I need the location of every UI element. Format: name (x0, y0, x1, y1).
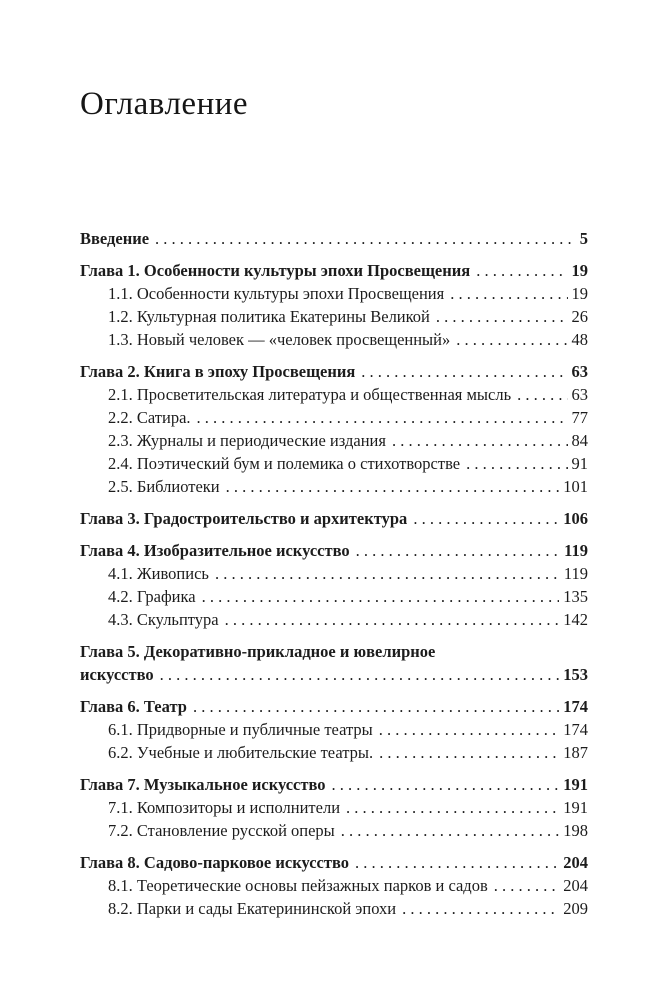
toc-entry (80, 695, 588, 718)
toc-entry (80, 874, 588, 897)
toc-entry-label: 1.3. Новый человек — «человек просвещенный» (108, 330, 451, 349)
toc-entry-page: 198 (563, 821, 588, 840)
toc-entry (80, 718, 588, 741)
toc-entry (80, 851, 588, 874)
toc-entry-label: 8.1. Теоретические основы пейзажных парков и садов (108, 876, 488, 895)
dot-leader (193, 695, 559, 718)
dot-leader (155, 227, 576, 250)
dot-leader (361, 360, 567, 383)
toc-entry-page: 19 (571, 284, 588, 303)
toc-entry (80, 663, 588, 686)
toc-entry-label: Глава 6. Театр (80, 697, 187, 716)
toc-entry-label: 4.3. Скульптура (108, 610, 219, 629)
toc-entry-label: Глава 8. Садово-парковое искусство (80, 853, 350, 872)
toc-entry-page: 77 (571, 408, 588, 427)
toc-entry (80, 796, 588, 819)
dot-leader (379, 718, 560, 741)
toc-entry (80, 305, 588, 328)
toc-entry-label: 8.2. Парки и сады Екатерининской эпохи (108, 899, 397, 918)
toc-entry-page: 48 (571, 330, 588, 349)
toc-entry (80, 773, 588, 796)
toc-entry-label: 6.1. Придворные и публичные театры (108, 720, 373, 739)
toc-entry-label: 4.2. Графика (108, 587, 196, 606)
dot-leader (226, 475, 560, 498)
toc-entry-label: 2.2. Сатира. (108, 408, 191, 427)
toc-entry-label: Глава 3. Градостроительство и архитектура (80, 509, 408, 528)
toc-entry (80, 539, 588, 562)
toc-entry-label: 2.4. Поэтический бум и полемика о стихотворстве (108, 454, 461, 473)
toc-entry-page: 191 (563, 798, 588, 817)
toc-entry-label: 4.1. Живопись (108, 564, 209, 583)
toc-entry-page: 174 (563, 697, 588, 716)
toc-entry-label: 2.5. Библиотеки (108, 477, 220, 496)
dot-leader (341, 819, 559, 842)
toc-entry-label: Введение (80, 229, 150, 248)
dot-leader (466, 452, 567, 475)
toc-entry-label: 1.2. Культурная политика Екатерины Великой (108, 307, 430, 326)
toc-entry-label: Глава 4. Изобразительное искусство (80, 541, 350, 560)
toc-entry (80, 475, 588, 498)
dot-leader (379, 741, 559, 764)
dot-leader (392, 429, 568, 452)
toc-entry (80, 608, 588, 631)
toc-entry (80, 227, 588, 250)
toc-entry (80, 452, 588, 475)
dot-leader (202, 585, 560, 608)
toc-entry-page: 101 (563, 477, 588, 496)
toc-entry (80, 429, 588, 452)
dot-leader (346, 796, 559, 819)
dot-leader (413, 507, 559, 530)
toc-entry-label: 7.2. Становление русской оперы (108, 821, 335, 840)
toc-entry-page: 26 (571, 307, 588, 326)
toc-entry-page: 191 (563, 775, 588, 794)
toc-entry (80, 383, 588, 406)
toc-entry-label: Глава 1. Особенности культуры эпохи Просвещения (80, 261, 471, 280)
toc-entry-label: Глава 7. Музыкальное искусство (80, 775, 326, 794)
toc-entry-label: Глава 2. Книга в эпоху Просвещения (80, 362, 356, 381)
toc-entry (80, 585, 588, 608)
toc-entry (80, 328, 588, 351)
toc-entry-page: 153 (563, 665, 588, 684)
dot-leader (402, 897, 559, 920)
toc-entry-page: 204 (563, 876, 588, 895)
toc-entry (80, 562, 588, 585)
toc-entry-label: искусство (80, 665, 154, 684)
dot-leader (456, 328, 567, 351)
toc-entry (80, 819, 588, 842)
toc-entry-page: 209 (563, 899, 588, 918)
toc-entry (80, 406, 588, 429)
toc-entry-page: 135 (563, 587, 588, 606)
dot-leader (355, 851, 559, 874)
toc-entry-page: 5 (579, 229, 588, 248)
toc-entry (80, 741, 588, 764)
toc-entry-page: 91 (571, 454, 588, 473)
toc-entry-label: 6.2. Учебные и любительские театры. (108, 743, 374, 762)
page-title: Оглавление (80, 86, 249, 122)
dot-leader (356, 539, 561, 562)
dot-leader (197, 406, 568, 429)
dot-leader (450, 282, 567, 305)
toc-entry-page: 119 (564, 541, 588, 560)
toc-entry-page: 119 (563, 564, 588, 583)
dot-leader (517, 383, 567, 406)
dot-leader (215, 562, 560, 585)
toc-entry-page: 174 (563, 720, 588, 739)
toc-entry-page: 19 (571, 261, 588, 280)
toc-entry (80, 897, 588, 920)
dot-leader (160, 663, 560, 686)
toc-entry-label: 2.1. Просветительская литература и общественная мысль (108, 385, 512, 404)
dot-leader (332, 773, 560, 796)
toc-entry-label: 1.1. Особенности культуры эпохи Просвещения (108, 284, 445, 303)
toc-entry (80, 360, 588, 383)
toc-entry-page: 204 (563, 853, 588, 872)
toc-entry-page: 63 (571, 385, 588, 404)
toc-entry-label: 2.3. Журналы и периодические издания (108, 431, 386, 450)
toc-entry-page: 63 (571, 362, 588, 381)
toc-entry-page: 106 (563, 509, 588, 528)
dot-leader (476, 259, 567, 282)
toc-entry-page: 84 (571, 431, 588, 450)
toc-entry (80, 282, 588, 305)
toc-entry-page: 142 (563, 610, 588, 629)
dot-leader (494, 874, 560, 897)
toc-entry-label: 7.1. Композиторы и исполнители (108, 798, 341, 817)
dot-leader (225, 608, 560, 631)
toc-entry (80, 259, 588, 282)
toc-entry (80, 640, 588, 663)
toc-list (80, 227, 588, 920)
toc-entry (80, 507, 588, 530)
dot-leader (436, 305, 568, 328)
toc-entry-label: Глава 5. Декоративно-прикладное и ювелирное (80, 642, 436, 661)
toc-entry-page: 187 (563, 743, 588, 762)
